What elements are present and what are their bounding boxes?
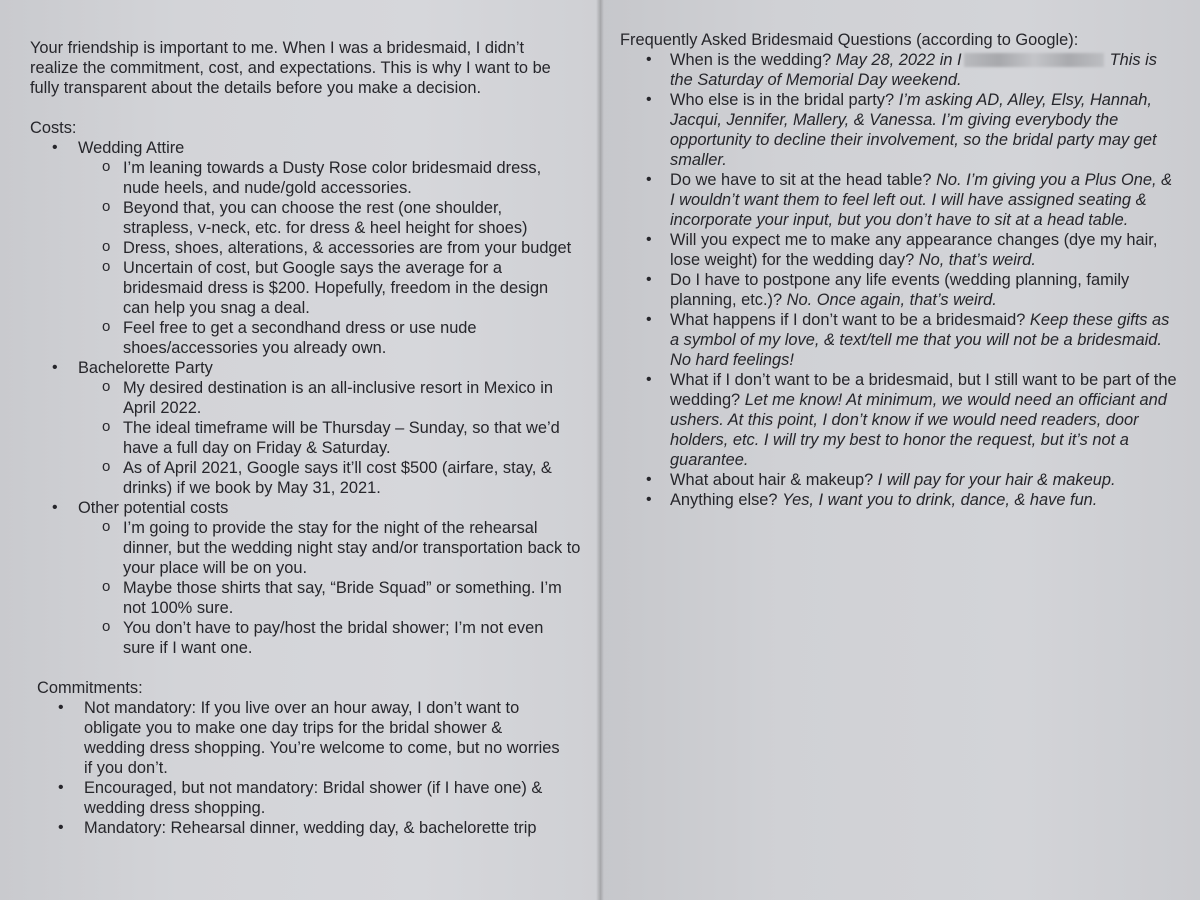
right-page bbox=[600, 0, 1200, 900]
faq-answer: Keep these gifts as a symbol of my love, & text/tell me that you will not be a bridesmaid. No hard feelings! bbox=[670, 311, 1170, 369]
redacted-location bbox=[964, 53, 1104, 67]
faq-question: When is the wedding? bbox=[670, 51, 832, 69]
faq-item bbox=[620, 370, 1180, 470]
costs-heading: Costs: bbox=[30, 119, 77, 137]
page-fold bbox=[596, 0, 604, 900]
cost-category-label: Wedding Attire bbox=[78, 139, 185, 157]
spacer bbox=[30, 658, 600, 678]
faq-item bbox=[620, 470, 1180, 490]
faq-item bbox=[620, 310, 1180, 370]
faq-answer: May 28, 2022 in I bbox=[835, 51, 962, 69]
cost-category-bachelorette bbox=[30, 358, 600, 498]
list-item: o Maybe those shirts that say, “Bride Squad” or something. I’m not 100% sure. bbox=[30, 578, 583, 618]
faq-question: Anything else? bbox=[670, 491, 778, 509]
faq-question: Will you expect me to make any appearance changes (dye my hair, lose weight) for the wedding day? bbox=[670, 231, 1158, 269]
faq-question: Do we have to sit at the head table? bbox=[670, 171, 932, 189]
list-item: o I’m going to provide the stay for the night of the rehearsal dinner, but the wedding night stay and/or transportation back to your place will be on you. bbox=[30, 518, 583, 578]
list-item: o Feel free to get a secondhand dress or use nude shoes/accessories you already own. bbox=[30, 318, 563, 358]
bachelorette-items bbox=[30, 378, 585, 498]
cost-category-label: Bachelorette Party bbox=[78, 359, 213, 377]
list-item: o As of April 2021, Google says it’ll cost $500 (airfare, stay, & drinks) if we book by May 31, 2021. bbox=[30, 458, 573, 498]
faq-question: What if I don’t want to be a bridesmaid, but I still want to be part of the wedding? bbox=[670, 371, 1177, 409]
faq-item bbox=[620, 490, 1180, 510]
list-item: • Not mandatory: If you live over an hour away, I don’t want to obligate you to make one day trips for the bridal shower & wedding dress shopping. You’re welcome to come, but no worries if you don’t. bbox=[30, 698, 564, 778]
list-item: • Encouraged, but not mandatory: Bridal shower (if I have one) & wedding dress shopping. bbox=[30, 778, 564, 818]
faq-answer: Yes, I want you to drink, dance, & have fun. bbox=[782, 491, 1098, 509]
list-item: o You don’t have to pay/host the bridal shower; I’m not even sure if I want one. bbox=[30, 618, 568, 658]
faq-item bbox=[620, 50, 1180, 90]
spacer bbox=[30, 98, 600, 118]
faq-item bbox=[620, 270, 1180, 310]
faq-list bbox=[620, 50, 1200, 510]
faq-question: What about hair & makeup? bbox=[670, 471, 874, 489]
faq-answer: No, that’s weird. bbox=[918, 251, 1036, 269]
faq-item bbox=[620, 170, 1180, 230]
faq-item bbox=[620, 90, 1180, 170]
cost-category-other bbox=[30, 498, 600, 658]
list-item: o Beyond that, you can choose the rest (one shoulder, strapless, v-neck, etc. for dress & heel height for shoes) bbox=[30, 198, 563, 238]
list-item: o I’m leaning towards a Dusty Rose color bridesmaid dress, nude heels, and nude/gold accessories. bbox=[30, 158, 563, 198]
faq-answer: Let me know! At minimum, we would need an officiant and ushers. At this point, I don’t know if we would need readers, door holders, etc. I will try my best to honor the request, but it’s not a guarantee. bbox=[670, 391, 1167, 469]
list-item: o Uncertain of cost, but Google says the average for a bridesmaid dress is $200. Hopefully, freedom in the design can help you snag a deal. bbox=[30, 258, 563, 318]
faq-question: Who else is in the bridal party? bbox=[670, 91, 895, 109]
faq-answer: I will pay for your hair & makeup. bbox=[877, 471, 1116, 489]
costs-list bbox=[30, 138, 600, 658]
faq-heading: Frequently Asked Bridesmaid Questions (according to Google): bbox=[620, 31, 1079, 49]
commitments-list bbox=[30, 698, 600, 838]
cost-category-label: Other potential costs bbox=[78, 499, 229, 517]
faq-answer: I’m asking AD, Alley, Elsy, Hannah, Jacqui, Jennifer, Mallery, & Vanessa. I’m giving everybody the opportunity to decline their involvement, so the bridal party may get smaller. bbox=[670, 91, 1157, 169]
faq-answer: No. I’m giving you a Plus One, & I wouldn’t want them to feel left out. I will have assigned seating & incorporate your input, but you don’t have to sit at a head table. bbox=[670, 171, 1173, 229]
list-item: o The ideal timeframe will be Thursday – Sunday, so that we’d have a full day on Friday & Saturday. bbox=[30, 418, 573, 458]
faq-question: What happens if I don’t want to be a bridesmaid? bbox=[670, 311, 1026, 329]
commitments-heading: Commitments: bbox=[37, 679, 143, 697]
wedding-attire-items bbox=[30, 158, 585, 358]
list-item: o Dress, shoes, alterations, & accessories are from your budget bbox=[30, 238, 593, 258]
other-costs-items bbox=[30, 518, 585, 658]
faq-answer: No. Once again, that’s weird. bbox=[786, 291, 997, 309]
list-item: o My desired destination is an all-inclusive resort in Mexico in April 2022. bbox=[30, 378, 573, 418]
intro-paragraph: Your friendship is important to me. When I was a bridesmaid, I didn’t realize the commitment, cost, and expectations. This is why I want to be fully transparent about the details before you make a decision. bbox=[30, 39, 551, 97]
faq-question: Do I have to postpone any life events (wedding planning, family planning, etc.)? bbox=[670, 271, 1130, 309]
cost-category-wedding-attire bbox=[30, 138, 600, 358]
faq-answer: This is the Saturday of Memorial Day weekend. bbox=[670, 51, 1157, 89]
list-item: • Mandatory: Rehearsal dinner, wedding day, & bachelorette trip bbox=[30, 818, 564, 838]
faq-item bbox=[620, 230, 1180, 270]
